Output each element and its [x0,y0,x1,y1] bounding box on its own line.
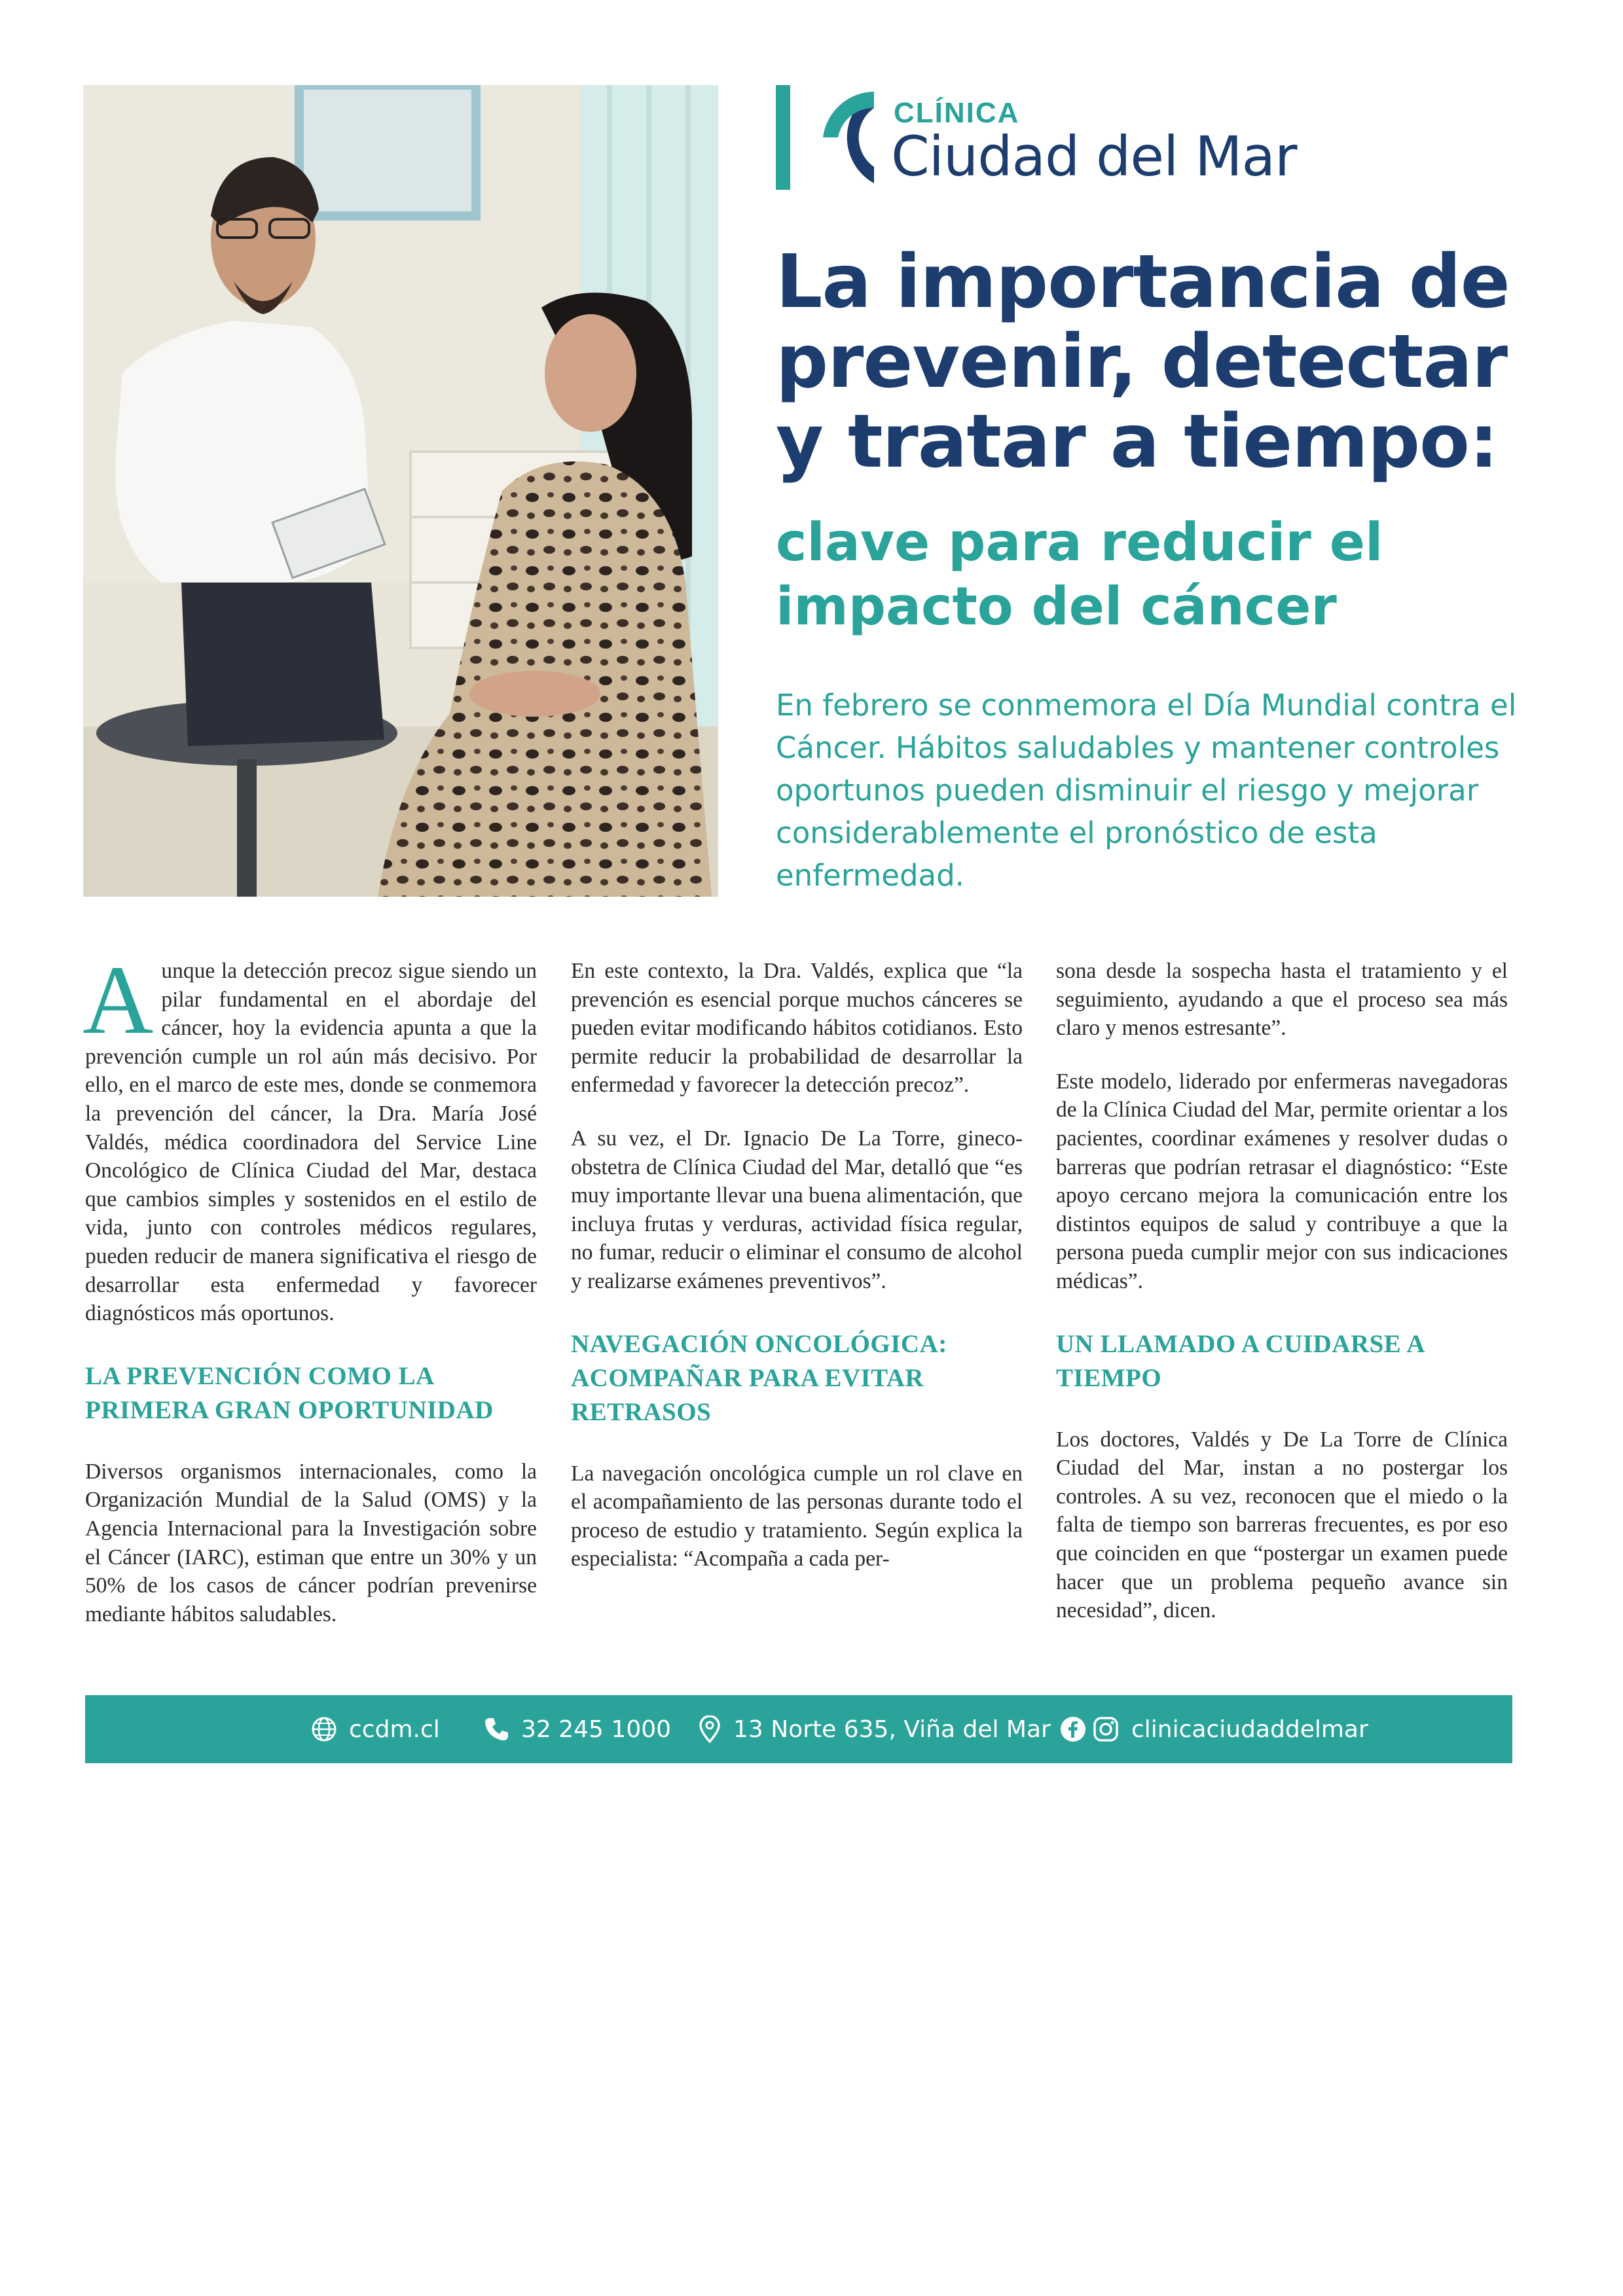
column-3-paragraph-2: Este modelo, liderado por enfermeras navegadoras de la Clínica Ciudad del Mar, permite orientar a los pacientes, coordinar exámenes y resolver dudas o barreras que podrían retrasar el diagnóstico: “Este apoyo cercano mejora la comunicación entre los distintos equipos de salud y contribuye a que la persona pueda cumplir mejor con sus indicaciones médicas”. [1056,1069,1508,1293]
section-heading-llamado: UN LLAMADO A CUIDARSE A TIEMPO [1056,1329,1424,1392]
location-pin-icon [698,1715,721,1743]
footer-web[interactable] [311,1695,440,1763]
footer-phone[interactable] [483,1695,671,1763]
footer-address[interactable] [698,1695,1051,1763]
logo-text-name: Ciudad del Mar [891,124,1297,188]
footer-social[interactable] [1059,1695,1368,1763]
column-3 [1056,957,1508,1650]
column-3-paragraph-3: Los doctores, Valdés y De La Torre de Clínica Ciudad del Mar, instan a no postergar los controles. A su vez, reconocen que el miedo o la falta de tiempo son barreras frecuentes, es por eso que coinciden en que “postergar un examen puede hacer que un problema pequeño avance sin necesidad”, dicen. [1056,1427,1508,1623]
logo-mark-icon [776,85,881,190]
article-title: La importancia de prevenir, detectar y tratar a tiempo: [776,240,1510,484]
clinic-logo [776,85,1398,190]
column-2-paragraph-2: A su vez, el Dr. Ignacio De La Torre, gineco-obstetra de Clínica Ciudad del Mar, detalló que “es muy importante llevar una buena alimentación, que incluya frutas y verduras, actividad física regular, no fumar, reducir o eliminar el consumo de alcohol y realizarse exámenes preventivos”. [571,1126,1023,1293]
article-lead: En febrero se conmemora el Día Mundial contra el Cáncer. Hábitos saludables y mantener controles oportunos pueden disminuir el riesgo y mejorar considerablemente el pronóstico de esta enfermedad. [776,688,1517,893]
logo-text-clinica: CLÍNICA [894,97,1020,129]
contact-footer [85,1695,1512,1763]
column-2 [571,957,1023,1598]
column-3-paragraph-1: sona desde la sospecha hasta el tratamiento y el seguimiento, ayudando a que el proceso sea más claro y menos estresante”. [1056,959,1508,1041]
section-heading-prevencion: LA PREVENCIÓN COMO LA PRIMERA GRAN OPORTUNIDAD [85,1361,494,1424]
column-1-paragraph-2: Diversos organismos internacionales, como la Organización Mundial de la Salud (OMS) y la Agencia Internacional para la Investigación sobre el Cáncer (IARC), estiman que entre un 30% y un 50% de los casos de cáncer podrían prevenirse mediante hábitos saludables. [85,1459,537,1626]
instagram-icon[interactable] [1092,1715,1120,1743]
column-2-paragraph-3: La navegación oncológica cumple un rol clave en el acompañamiento de las personas durante todo el proceso de estudio y tratamiento. Según explica la especialista: “Acompaña a cada per- [571,1461,1023,1571]
column-1-paragraph-1-text: unque la detección precoz sigue siendo un pilar fundamental en el abordaje del cáncer, hoy la evidencia apunta a que la prevención cumple un rol aún más decisivo. Por ello, en el marco de este mes, donde se conmemora la prevención del cáncer, la Dra. María José Valdés, médica coordinadora del Service Line Oncológico de Clínica Ciudad del Mar, destaca que cambios simples y sostenidos en el estilo de vida, junto con controles médicos regulares, pueden reducir de manera significativa el riesgo de desarrollar esta enfermedad y favorecer diagnósticos más oportunos. [85,959,537,1326]
column-1-paragraph-1 [82,946,537,1328]
footer-address-text[interactable]: 13 Norte 635, Viña del Mar [733,1715,1051,1743]
facebook-icon[interactable] [1059,1715,1087,1743]
footer-web-text[interactable]: ccdm.cl [349,1715,440,1743]
section-heading-navegacion: NAVEGACIÓN ONCOLÓGICA: ACOMPAÑAR PARA EVITAR RETRASOS [571,1329,947,1426]
drop-cap: A [82,946,154,1054]
phone-icon [483,1716,509,1742]
globe-icon [311,1716,337,1742]
column-1 [82,946,537,1653]
article-subtitle: clave para reducir el impacto del cáncer [776,512,1383,637]
doctor-patient-photo [83,85,718,897]
footer-phone-text[interactable]: 32 245 1000 [521,1715,672,1743]
column-2-paragraph-1: En este contexto, la Dra. Valdés, explica que “la prevención es esencial porque muchos cánceres se pueden evitar modificando hábitos cotidianos. Esto permite reducir la probabilidad de desarrollar la enfermedad y favorecer la detección precoz”. [571,959,1023,1098]
footer-social-text[interactable]: clinicaciudaddelmar [1131,1715,1368,1743]
